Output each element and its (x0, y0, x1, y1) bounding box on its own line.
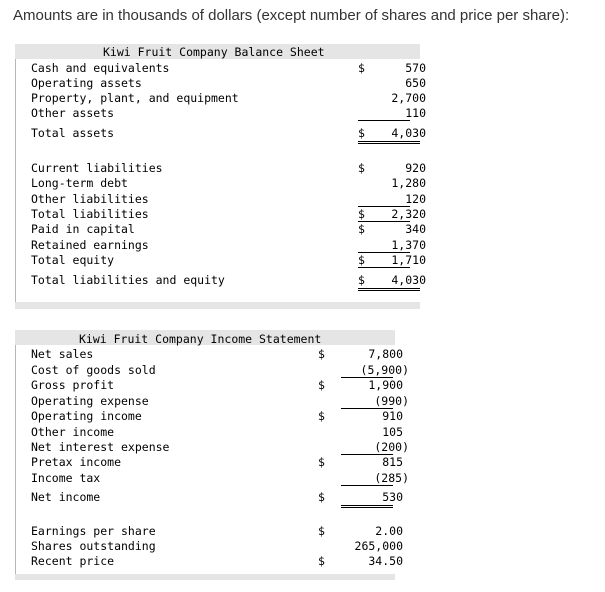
row-label: Total liabilities and equity (31, 273, 225, 287)
row-label: Paid in capital (31, 222, 135, 236)
row-label: Current liabilities (31, 161, 163, 175)
total-rule (358, 141, 420, 144)
row-label: Shares outstanding (31, 539, 156, 553)
currency-symbol: $ (318, 554, 325, 568)
row-label: Net interest expense (31, 440, 170, 454)
currency-symbol: $ (318, 455, 325, 469)
row-value: 530 (382, 490, 403, 504)
row-value: (5,900) (360, 363, 409, 377)
row-value: 570 (405, 61, 426, 75)
subtotal-rule (358, 120, 410, 121)
row-value: 2,700 (391, 91, 426, 105)
row-value: 2,320 (391, 207, 426, 221)
income-statement-title: Kiwi Fruit Company Income Statement (79, 332, 322, 346)
total-rule (358, 288, 420, 291)
currency-symbol: $ (358, 253, 365, 267)
currency-symbol: $ (318, 347, 325, 361)
row-label: Cash and equivalents (31, 61, 170, 75)
row-label: Net income (31, 490, 101, 504)
row-label: Pretax income (31, 455, 122, 469)
balance-sheet-title: Kiwi Fruit Company Balance Sheet (103, 45, 325, 59)
row-label: Other assets (31, 106, 115, 120)
row-label: Income tax (31, 471, 101, 485)
row-label: Total equity (31, 253, 115, 267)
row-value: 340 (405, 222, 426, 236)
row-value: 650 (405, 76, 426, 90)
row-label: Retained earnings (31, 238, 149, 252)
currency-symbol: $ (358, 222, 365, 236)
row-value: 120 (405, 192, 426, 206)
currency-symbol: $ (318, 378, 325, 392)
income-statement-table (15, 330, 409, 580)
total-rule (341, 505, 393, 508)
row-label: Net sales (31, 347, 94, 361)
row-label: Operating expense (31, 394, 149, 408)
row-value: 105 (382, 425, 403, 439)
currency-symbol: $ (358, 161, 365, 175)
footer-bar (15, 302, 420, 309)
row-value: 4,030 (391, 126, 426, 140)
row-label: Operating assets (31, 76, 142, 90)
subtotal-rule (341, 485, 393, 486)
row-label: Total assets (31, 126, 115, 140)
currency-symbol: $ (358, 61, 365, 75)
currency-symbol: $ (358, 207, 365, 221)
page-caption: Amounts are in thousands of dollars (except number of shares and price per share): (13, 7, 570, 24)
income-statement-header (15, 330, 395, 345)
row-value: 910 (382, 409, 403, 423)
currency-symbol: $ (318, 524, 325, 538)
row-label: Other income (31, 425, 115, 439)
balance-sheet-header (15, 44, 420, 59)
row-value: 2.00 (375, 524, 403, 538)
row-label: Earnings per share (31, 524, 156, 538)
row-value: 1,710 (391, 253, 426, 267)
footer-bar (15, 574, 395, 580)
row-value: (285) (374, 471, 409, 485)
subtotal-rule (358, 267, 410, 268)
currency-symbol: $ (318, 409, 325, 423)
row-value: 1,280 (391, 176, 426, 190)
row-label: Operating income (31, 409, 142, 423)
row-value: 4,030 (391, 273, 426, 287)
row-label: Recent price (31, 554, 115, 568)
currency-symbol: $ (358, 126, 365, 140)
row-label: Gross profit (31, 378, 115, 392)
row-value: (990) (374, 394, 409, 408)
row-label: Cost of goods sold (31, 363, 156, 377)
row-label: Long-term debt (31, 176, 128, 190)
row-value: 34.50 (368, 554, 403, 568)
row-value: 815 (382, 455, 403, 469)
left-rule (15, 59, 16, 309)
balance-sheet-table (15, 44, 426, 309)
row-value: 265,000 (354, 539, 403, 553)
row-value: 1,900 (368, 378, 403, 392)
currency-symbol: $ (318, 490, 325, 504)
currency-symbol: $ (358, 273, 365, 287)
left-rule (15, 345, 16, 580)
row-label: Other liabilities (31, 192, 149, 206)
row-label: Total liabilities (31, 207, 149, 221)
row-label: Property, plant, and equipment (31, 91, 239, 105)
row-value: 7,800 (368, 347, 403, 361)
row-value: 110 (405, 106, 426, 120)
row-value: (200) (374, 440, 409, 454)
row-value: 920 (405, 161, 426, 175)
row-value: 1,370 (391, 238, 426, 252)
